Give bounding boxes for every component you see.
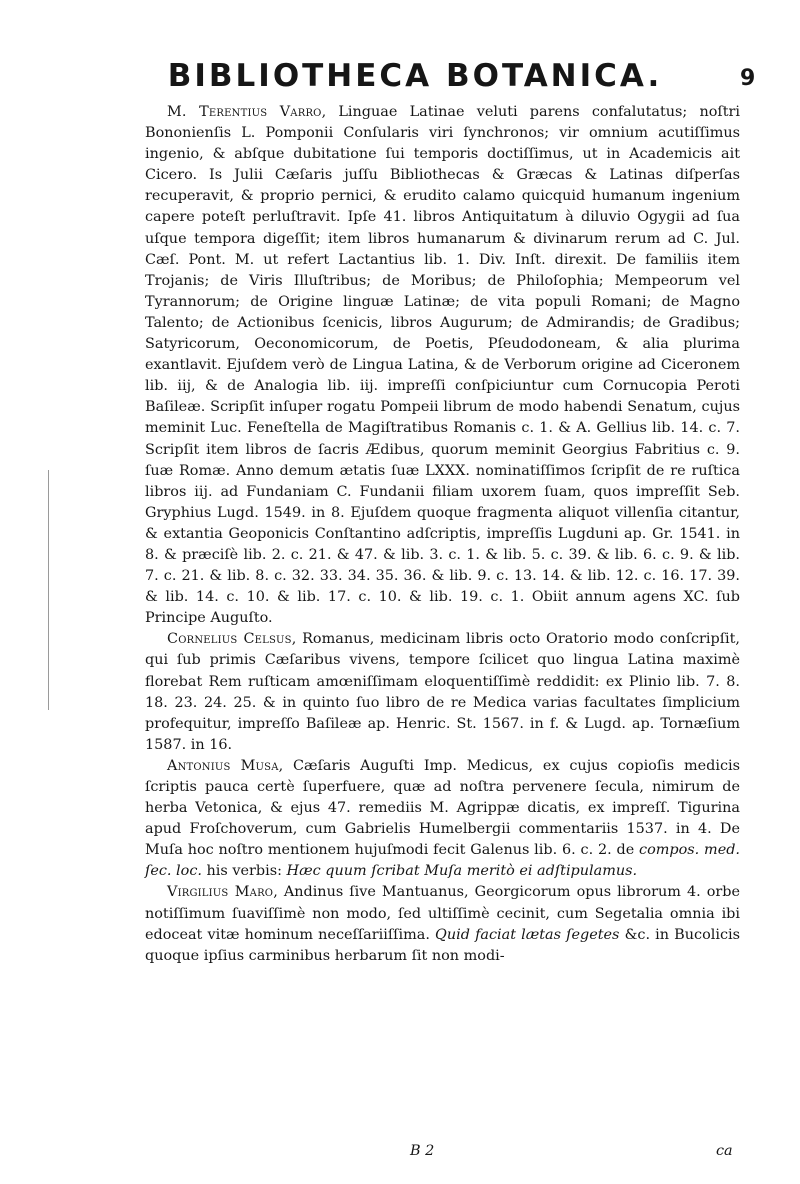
entry-name: Antonius Musa [167, 757, 279, 774]
entry-celsus [145, 629, 740, 756]
entry-text: &c. in Bucolicis quoque ipſius carminibus herbarum ſit non modi- [145, 926, 741, 964]
entry-name: Virgilius Maro [167, 884, 274, 901]
running-head: BIBLIOTHECA BOTANICA. [167, 58, 663, 94]
entry-text: , Andinus ſive Mantuanus, Georgicorum opus librorum 4. orbe notiſſimum ſuaviſſimè non modo, ſed ultiſſimè cecinit, cum Segetalia omnia ibi edoceat vitæ hominum neceſſariiſſima. [145, 884, 740, 943]
catchword: ca [716, 1143, 733, 1159]
entry-name: M. Terentius Varro [167, 104, 322, 120]
entry-musa [145, 756, 740, 883]
entry-italic: compos. med. ſec. loc. [145, 842, 740, 880]
entry-quote: Hæc quum ſcribat Muſa meritò ei adſtipulamus. [286, 863, 638, 880]
body-text [145, 102, 740, 967]
page-number: 9 [740, 66, 756, 91]
entry-varro [145, 102, 740, 629]
margin-shadow [48, 470, 49, 710]
entry-text: his verbis: [201, 863, 287, 880]
entry-name: Cornelius Celsus [167, 631, 292, 648]
entry-text: , Linguae Latinae veluti parens confalutatus; noſtri Bononienſis L. Pomponii Conſularis viri ſynchronos; vir omnium acutiſſimus ingenio, & abſque dubitatione ſui temporis doctiſſimus, ut in Academicis ait Cicero. Is Julii Cæſaris juſſu Bibliothecas & Græcas & Latinas diſperſas recuperavit, & proprio pernici, & erudito calamo quicquid humanum ingenium capere poteſt perluſtravit. Ipſe 41. libros Antiquitatum à diluvio Ogygii ad ſua uſque tempora digeſſit; item libros humanarum & divinarum rerum ad C. Jul. Cæſ. Pont. M. ut refert Lactantius lib. 1. Div. Inſt. direxit. De familiis item Trojanis; de Viris Illuſtribus; de Moribus; de Philoſophia; Mempeorum vel Tyrannorum; de Origine linguæ Latinæ; de vita populi Romani; de Magno Talento; de Actionibus ſcenicis, libros Augurum; de Admirandis; de Gradibus; Satyricorum, Oeconomicorum, de Poetis, Pſeudodoneam, & alia plurima exantlavit. Ejuſdem verò de Lingua Latina, & de Verborum origine ad Ciceronem lib. iij, & de Analogia lib. iij. impreſſi conſpiciuntur cum Cornucopia Peroti Baſileæ. Scripſit inſuper rogatu Pompeii librum de modo habendi Senatum, cujus meminit Luc. Feneſtella de Magiſtratibus Romanis c. 1. & A. Gellius lib. 14. c. 7. Scripſit item libros de ſacris Ædibus, quorum meminit Georgius Fabritius c. 9. ſuæ Romæ. Anno demum ætatis ſuæ LXXX. nominatiſſimos ſcripſit de re ruſtica libros iij. ad Fundaniam C. Fundanii filiam uxorem ſuam, quos impreſſit Seb. Gryphius Lugd. 1549. in 8. Ejuſdem quoque fragmenta aliquot villenſia citantur, & extantia Geoponicis Conſtantino adſcriptis, impreſſis Lugduni ap. Gr. 1541. in 8. & præciſè lib. 2. c. 21. & 47. & lib. 3. c. 1. & lib. 5. c. 39. & lib. 6. c. 9. & lib. 7. c. 21. & lib. 8. c. 32. 33. 34. 35. 36. & lib. 9. c. 13. 14. & lib. 12. c. 16. 17. 39. & lib. 14. c. 10. & lib. 17. c. 10. & lib. 19. c. 1. Obiit annum agens XC. ſub Principe Auguſto. [145, 104, 741, 627]
entry-text: , Romanus, medicinam libris octo Oratorio modo conſcripſit, qui ſub primis Cæſaribus vivens, tempore ſcilicet quo lingua Latina maximè florebat Rem ruſticam amœniſſimam eloquentiſſimè reddidit: ex Plinio lib. 7. 8. 18. 23. 24. 25. & in quinto ſuo libro de re Medica varias facultates ſimplicium profequitur, impreſſo Baſileæ ap. Henric. St. 1567. in f. & Lugd. ap. Tornæſium 1587. in 16. [145, 631, 741, 753]
signature-mark: B 2 [410, 1143, 435, 1159]
entry-text: , Cæſaris Auguſti Imp. Medicus, ex cujus copioſis medicis ſcriptis pauca certè ſuperfuere, quæ ad noſtra pervenere ſecula, nimirum de herba Vetonica, & ejus 47. remediis M. Agrippæ dicatis, ex impreſſ. Tigurina apud Froſchoverum, cum Gabrielis Humelbergii commentariis 1537. in 4. De Muſa hoc noſtro mentionem hujuſmodi fecit Galenus lib. 6. c. 2. de [145, 757, 740, 859]
entry-virgilius [145, 882, 740, 966]
entry-quote: Quid faciat lætas ſegetes [435, 926, 620, 943]
